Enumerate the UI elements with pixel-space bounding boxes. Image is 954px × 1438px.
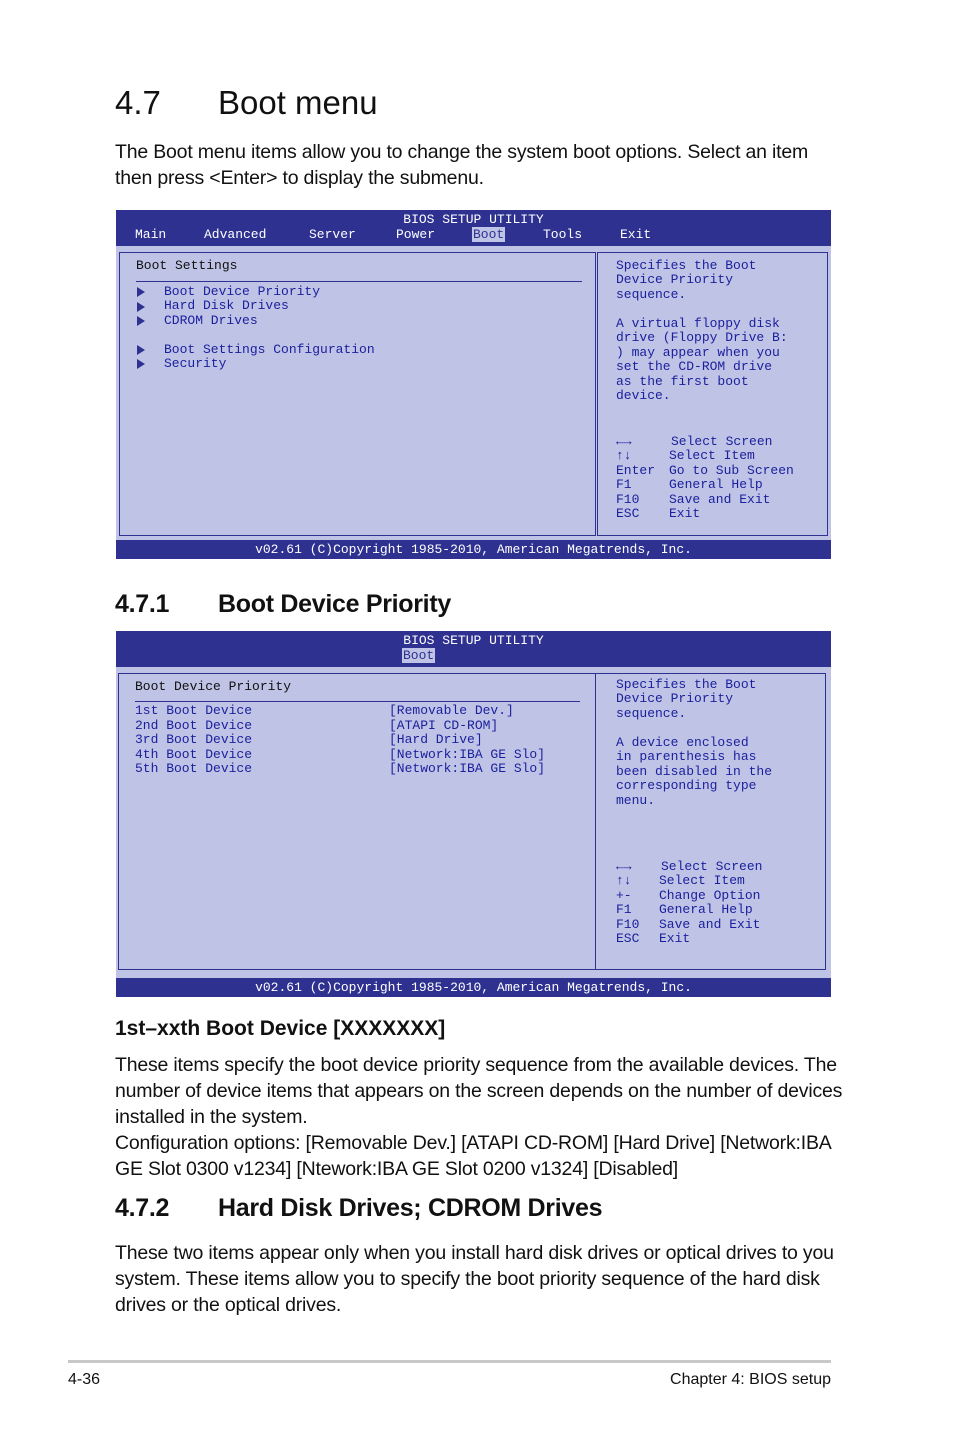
row-label-2nd[interactable]: 2nd Boot Device [135, 718, 253, 733]
chapter-label: Chapter 4: BIOS setup [670, 1371, 831, 1388]
row-value-3rd[interactable]: [Hard Drive] [389, 732, 483, 747]
menu-boot[interactable]: Boot [473, 227, 505, 242]
help-line: ) may appear when you [616, 345, 780, 360]
subsection-title: Hard Disk Drives; CDROM Drives [218, 1194, 603, 1222]
subsection-heading [115, 590, 451, 619]
menu-main[interactable]: Main [135, 227, 167, 242]
bios-header [116, 210, 831, 246]
help-line: sequence. [616, 706, 687, 721]
description-paragraph: These two items appear only when you install hard disk drives or optical drives to you system. These items allow you to specify the boot priority sequence of the hard disk drives or the optical drives. [115, 1242, 834, 1316]
configuration-options: Configuration options: [Removable Dev.] [ATAPI CD-ROM] [Hard Drive] [Network:IBA GE Slot 0300 v1234] [Ntework:IBA GE Slot 0200 v1324] [Disabled] [115, 1132, 831, 1180]
item-boot-device-priority[interactable]: Boot Device Priority [164, 284, 321, 299]
bios-title: BIOS SETUP UTILITY [403, 633, 544, 648]
key-desc: Select Screen [661, 859, 763, 874]
row-value-4th[interactable]: [Network:IBA GE Slo] [389, 747, 546, 762]
key-f10: F10 [616, 492, 640, 507]
help-line: A device enclosed [616, 735, 749, 750]
help-line: in parenthesis has [616, 749, 757, 764]
help-line: Device Priority [616, 691, 734, 706]
key-desc: Exit [669, 506, 701, 521]
key-desc: Change Option [659, 888, 761, 903]
help-line: menu. [616, 793, 656, 808]
description-block [115, 1052, 845, 1182]
intro-paragraph: The Boot menu items allow you to change the system boot options. Select an item then press <Enter> to display the submenu. [115, 141, 809, 189]
subsection-number: 4.7.1 [115, 590, 170, 618]
row-value-2nd[interactable]: [ATAPI CD-ROM] [389, 718, 499, 733]
help-line: corresponding type [616, 778, 757, 793]
key-arrows-lr: ←→ [616, 859, 632, 874]
row-label-4th[interactable]: 4th Boot Device [135, 747, 253, 762]
help-line: Specifies the Boot [616, 677, 757, 692]
page-number: 4-36 [68, 1371, 101, 1388]
menu-exit[interactable]: Exit [620, 227, 652, 242]
help-line: drive (Floppy Drive B: [616, 330, 788, 345]
bios-screen-boot-menu [116, 210, 831, 559]
help-line: set the CD-ROM drive [616, 359, 773, 374]
key-esc: ESC [616, 931, 640, 946]
key-desc: Select Item [669, 448, 755, 463]
key-desc: Save and Exit [669, 492, 771, 507]
key-desc: Select Screen [671, 434, 773, 449]
key-arrows-ud: ↑↓ [616, 448, 632, 463]
key-desc: General Help [669, 477, 763, 492]
panel-title: Boot Settings [136, 258, 238, 273]
submenu-arrow-icon [137, 316, 145, 326]
section-heading [115, 84, 378, 122]
menu-advanced[interactable]: Advanced [204, 227, 267, 242]
help-panel [595, 673, 826, 970]
row-label-3rd[interactable]: 3rd Boot Device [135, 732, 253, 747]
submenu-arrow-icon [137, 359, 145, 369]
submenu-arrow-icon [137, 345, 145, 355]
submenu-arrow-icon [137, 302, 145, 312]
key-desc: Go to Sub Screen [669, 463, 794, 478]
bios-menu-bar [116, 648, 831, 663]
menu-power[interactable]: Power [396, 227, 436, 242]
subsection-title: Boot Device Priority [218, 590, 451, 618]
menu-tools[interactable]: Tools [543, 227, 583, 242]
help-line: been disabled in the [616, 764, 773, 779]
key-desc: Save and Exit [659, 917, 761, 932]
item-cdrom-drives[interactable]: CDROM Drives [164, 313, 258, 328]
option-heading: 1st–xxth Boot Device [XXXXXXX] [115, 1017, 446, 1040]
key-desc: General Help [659, 902, 753, 917]
bios-header [116, 631, 831, 667]
key-arrows-lr: ←→ [616, 434, 632, 449]
help-line: A virtual floppy disk [616, 316, 780, 331]
help-line: device. [616, 388, 671, 403]
key-f1: F1 [616, 477, 632, 492]
help-panel [597, 252, 828, 536]
key-f10: F10 [616, 917, 640, 932]
menu-boot[interactable]: Boot [403, 648, 435, 663]
row-label-1st[interactable]: 1st Boot Device [135, 703, 253, 718]
subsection-number: 4.7.2 [115, 1194, 170, 1222]
item-boot-settings-configuration[interactable]: Boot Settings Configuration [164, 342, 375, 357]
bios-title: BIOS SETUP UTILITY [403, 212, 544, 227]
help-line: as the first boot [616, 374, 749, 389]
key-esc: ESC [616, 506, 640, 521]
key-enter: Enter [616, 463, 656, 478]
menu-server[interactable]: Server [309, 227, 356, 242]
bios-menu-bar [116, 227, 831, 242]
row-value-1st[interactable]: [Removable Dev.] [389, 703, 514, 718]
key-f1: F1 [616, 902, 632, 917]
help-line: Device Priority [616, 272, 734, 287]
settings-panel [119, 252, 596, 536]
item-hard-disk-drives[interactable]: Hard Disk Drives [164, 298, 289, 313]
row-value-5th[interactable]: [Network:IBA GE Slo] [389, 761, 546, 776]
subsection-heading [115, 1194, 602, 1223]
key-arrows-ud: ↑↓ [616, 873, 632, 888]
panel-title: Boot Device Priority [135, 679, 292, 694]
section-number: 4.7 [115, 84, 161, 121]
bios-screen-boot-device-priority [116, 631, 831, 997]
bios-footer: v02.61 (C)Copyright 1985-2010, American Megatrends, Inc. [116, 540, 831, 559]
bios-footer: v02.61 (C)Copyright 1985-2010, American Megatrends, Inc. [116, 978, 831, 997]
priority-panel [118, 673, 596, 970]
item-security[interactable]: Security [164, 356, 227, 371]
help-line: sequence. [616, 287, 687, 302]
description-paragraph: These items specify the boot device priority sequence from the available devices. The number of device items that appears on the screen depends on the number of devices installed in the system. [115, 1054, 843, 1128]
row-label-5th[interactable]: 5th Boot Device [135, 761, 253, 776]
key-desc: Select Item [659, 873, 745, 888]
key-desc: Exit [659, 931, 691, 946]
key-plus-minus: +- [616, 888, 632, 903]
help-line: Specifies the Boot [616, 258, 757, 273]
footer-divider [68, 1360, 831, 1363]
section-title: Boot menu [218, 84, 378, 121]
submenu-arrow-icon [137, 287, 145, 297]
